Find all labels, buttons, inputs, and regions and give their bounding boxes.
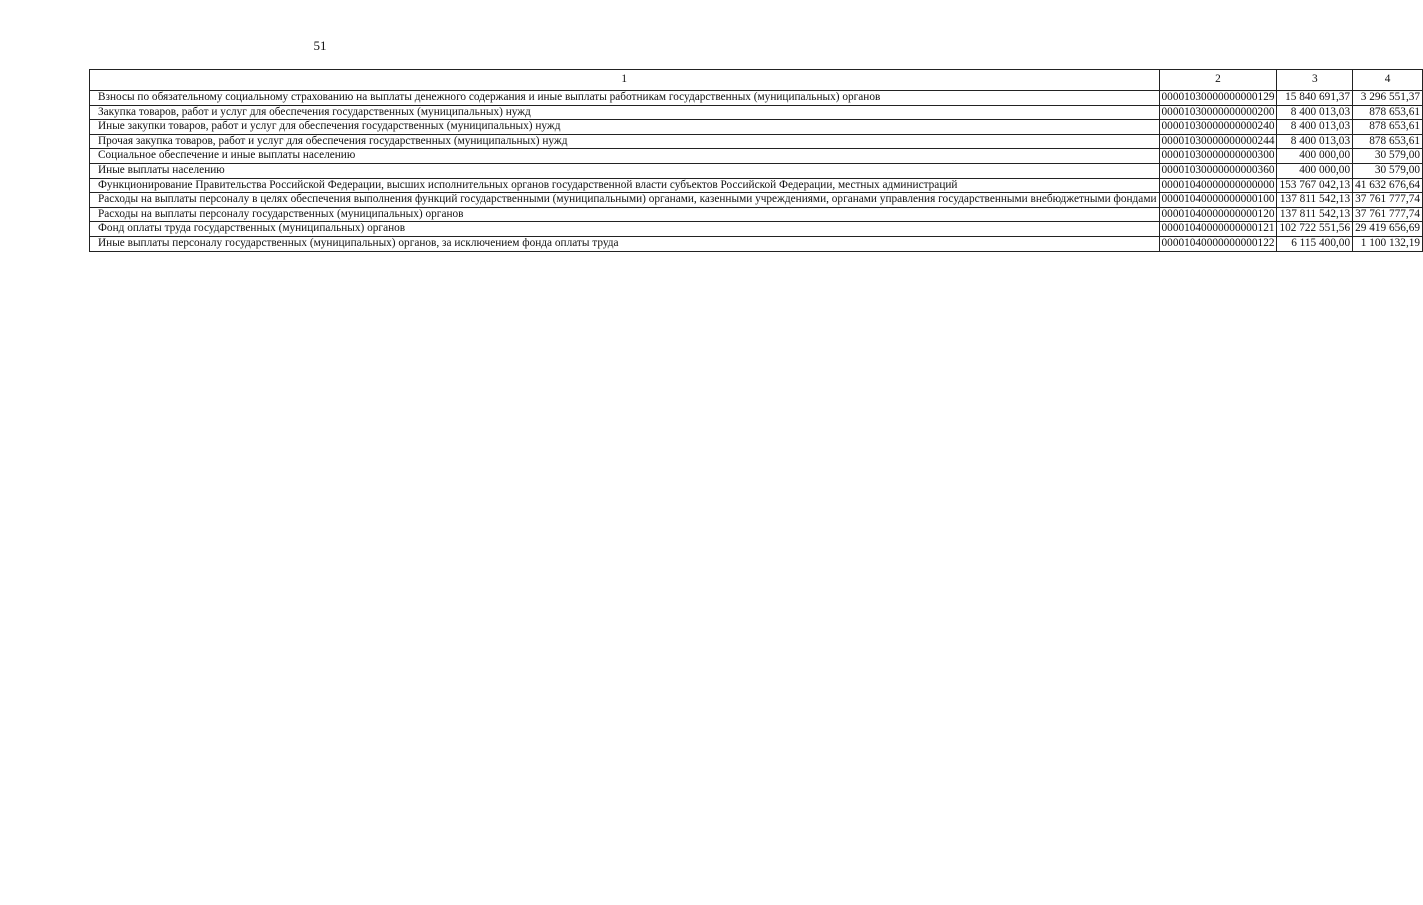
row-name: Иные выплаты персоналу государственных (муниципальных) органов, за исключением фонда оплаты труда xyxy=(90,236,1160,251)
row-value-3: 102 722 551,56 xyxy=(1277,222,1353,237)
table-row xyxy=(90,91,1423,106)
row-value-4: 878 653,61 xyxy=(1353,105,1423,120)
row-name: Иные закупки товаров, работ и услуг для обеспечения государственных (муниципальных) нужд xyxy=(90,120,1160,135)
row-code: 00001030000000000300 xyxy=(1159,149,1277,164)
table-row xyxy=(90,163,1423,178)
row-value-4: 30 579,00 xyxy=(1353,149,1423,164)
row-code: 00001040000000000120 xyxy=(1159,207,1277,222)
row-name: Иные выплаты населению xyxy=(90,163,1160,178)
row-value-3: 400 000,00 xyxy=(1277,163,1353,178)
row-code: 00001040000000000121 xyxy=(1159,222,1277,237)
row-name: Фонд оплаты труда государственных (муниципальных) органов xyxy=(90,222,1160,237)
row-name: Социальное обеспечение и иные выплаты населению xyxy=(90,149,1160,164)
row-value-3: 137 811 542,13 xyxy=(1277,207,1353,222)
budget-table xyxy=(89,69,1423,252)
row-value-3: 8 400 013,03 xyxy=(1277,120,1353,135)
table-row xyxy=(90,207,1423,222)
table-header-row xyxy=(90,70,1423,91)
table-row xyxy=(90,134,1423,149)
column-header: 4 xyxy=(1353,70,1423,91)
table-row xyxy=(90,222,1423,237)
row-name: Взносы по обязательному социальному страхованию на выплаты денежного содержания и иные выплаты работникам государственных (муниципальных) органов xyxy=(90,91,1160,106)
row-value-3: 153 767 042,13 xyxy=(1277,178,1353,193)
row-value-3: 8 400 013,03 xyxy=(1277,134,1353,149)
row-name: Прочая закупка товаров, работ и услуг для обеспечения государственных (муниципальных) нужд xyxy=(90,134,1160,149)
row-code: 00001030000000000360 xyxy=(1159,163,1277,178)
row-code: 00001030000000000240 xyxy=(1159,120,1277,135)
row-value-4: 30 579,00 xyxy=(1353,163,1423,178)
page-number: 51 xyxy=(313,38,327,53)
column-header: 2 xyxy=(1159,70,1277,91)
row-value-4: 3 296 551,37 xyxy=(1353,91,1423,106)
table-row xyxy=(90,236,1423,251)
column-header: 3 xyxy=(1277,70,1353,91)
row-code: 00001040000000000000 xyxy=(1159,178,1277,193)
row-value-4: 878 653,61 xyxy=(1353,134,1423,149)
table-row xyxy=(90,149,1423,164)
row-value-3: 15 840 691,37 xyxy=(1277,91,1353,106)
row-value-3: 137 811 542,13 xyxy=(1277,193,1353,208)
table-row xyxy=(90,120,1423,135)
row-value-3: 400 000,00 xyxy=(1277,149,1353,164)
row-value-3: 6 115 400,00 xyxy=(1277,236,1353,251)
row-code: 00001030000000000244 xyxy=(1159,134,1277,149)
row-name: Закупка товаров, работ и услуг для обеспечения государственных (муниципальных) нужд xyxy=(90,105,1160,120)
table-row xyxy=(90,105,1423,120)
row-code: 00001030000000000129 xyxy=(1159,91,1277,106)
row-code: 00001030000000000200 xyxy=(1159,105,1277,120)
table-row xyxy=(90,193,1423,208)
row-value-4: 41 632 676,64 xyxy=(1353,178,1423,193)
row-name: Расходы на выплаты персоналу государственных (муниципальных) органов xyxy=(90,207,1160,222)
row-code: 00001040000000000100 xyxy=(1159,193,1277,208)
row-name: Функционирование Правительства Российской Федерации, высших исполнительных органов государственной власти субъектов Российской Федерации, местных администраций xyxy=(90,178,1160,193)
column-header: 1 xyxy=(90,70,1160,91)
table-row xyxy=(90,178,1423,193)
row-value-4: 29 419 656,69 xyxy=(1353,222,1423,237)
row-name: Расходы на выплаты персоналу в целях обеспечения выполнения функций государственными (муниципальными) органами, казенными учреждениями, органами управления государственными внебюджетными фондами xyxy=(90,193,1160,208)
row-value-4: 37 761 777,74 xyxy=(1353,207,1423,222)
row-value-4: 37 761 777,74 xyxy=(1353,193,1423,208)
row-value-4: 1 100 132,19 xyxy=(1353,236,1423,251)
row-value-4: 878 653,61 xyxy=(1353,120,1423,135)
row-code: 00001040000000000122 xyxy=(1159,236,1277,251)
row-value-3: 8 400 013,03 xyxy=(1277,105,1353,120)
